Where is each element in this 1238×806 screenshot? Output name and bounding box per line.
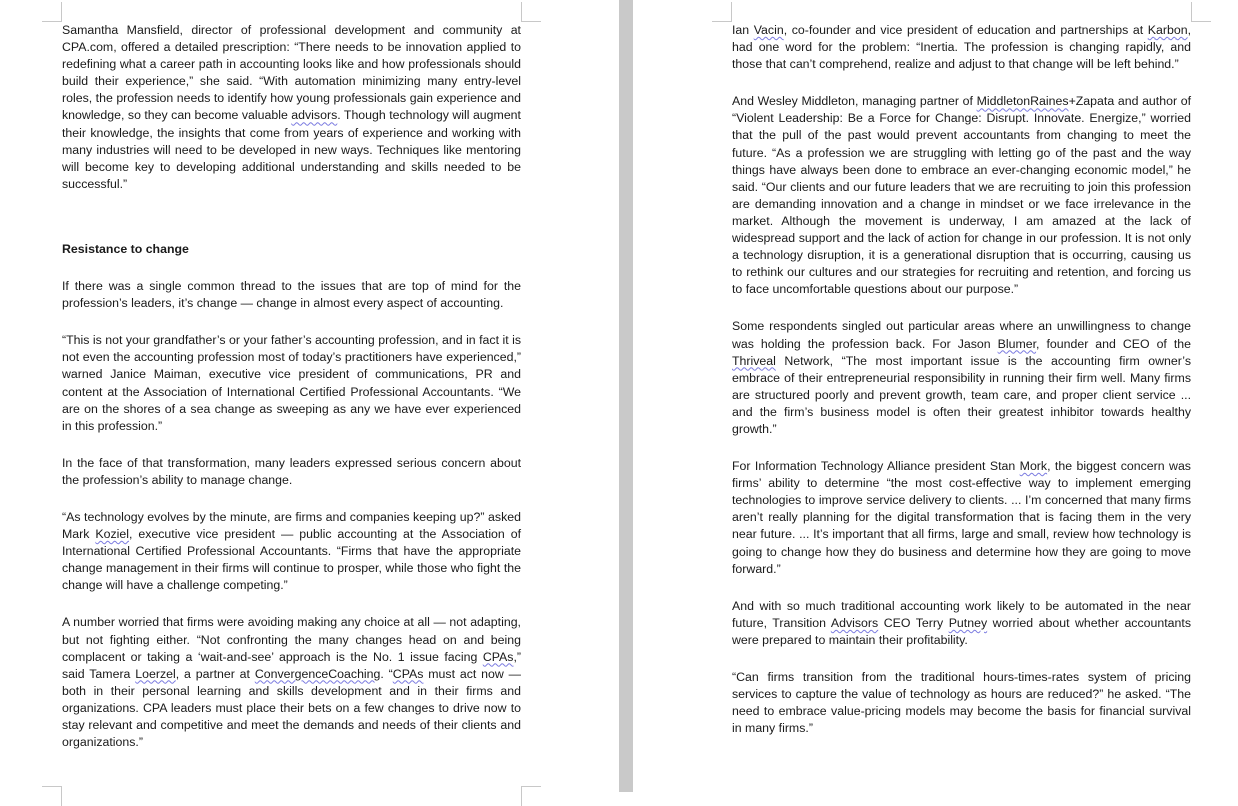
paragraph-blumer: Some respondents singled out particular areas where an unwillingness to change was holding the profession back. For Jason Blumer, founder and CEO of the Thriveal Network, “The most important issue is the accounting firm owner’s embrace of their entrepreneurial responsibility in running their firm well. Many firms are structured poorly and prevent growth, team care, and proper client service ... and the firm’s business model is often their greatest inhibitor towards healthy growth.” — [732, 319, 1191, 436]
paragraph-vacin: Ian Vacin, co-founder and vice president of education and partnerships at Karbon, had one word for the problem: “Inertia. The profession is changing rapidly, and those that can’t comprehend, realize and adjust to that change will be left behind.” — [732, 23, 1191, 72]
spell-flag-blumer: Blumer — [997, 336, 1037, 351]
spell-flag-cpas: CPAs — [482, 649, 514, 664]
document-page-left — [0, 0, 619, 792]
document-page-right — [633, 0, 1238, 792]
spell-flag-karbon: Karbon — [1147, 23, 1188, 37]
spell-flag-putney: Putney — [948, 615, 988, 630]
text-column-right — [732, 22, 1191, 757]
spell-flag-cpas-2: CPAs — [392, 666, 424, 681]
crop-mark-bottom-left — [42, 786, 62, 806]
paragraph-transformation: In the face of that transformation, many leaders expressed serious concern about the profession’s ability to manage change. — [62, 455, 521, 487]
paragraph-loerzel: A number worried that firms were avoiding making any choice at all — not adapting, but not fighting either. “Not confronting the many changes head on and being complacent or taking a ‘wait-and-see’ approach is the No. 1 issue facing CPAs,” said Tamera Loerzel, a partner at ConvergenceCoaching. “CPAs must act now — both in their personal learning and skills development and in their firms and organizations. CPA leaders must place their bets on a few changes to drive now to stay relevant and competitive and meet the demands and needs of their clients and organizations.” — [62, 615, 521, 750]
spell-flag-vacin: Vacin — [753, 23, 784, 37]
spell-flag-loerzel: Loerzel — [135, 666, 176, 681]
paragraph-mansfield: Samantha Mansfield, director of professional development and community at CPA.com, offered a detailed prescription: “There needs to be innovation applied to redefining what a career path in accounting looks like and how professionals should build their experience,” she said. “With automation minimizing many entry-level roles, the profession needs to identify how young professionals gain experience and knowledge, so they can become valuable advisors. Though technology will augment their knowledge, the insights that come from years of experience and working with many industries will need to be developed in new ways. Techniques like mentoring will become key to developing additional understanding and skills needed to be successful.” — [62, 23, 521, 191]
spell-flag-mork: Mork — [1019, 459, 1048, 474]
crop-mark-top-left — [712, 2, 732, 22]
text-column-left — [62, 22, 521, 771]
paragraph-maiman: “This is not your grandfather’s or your father’s accounting profession, and in fact it is not even the accounting profession most of today’s practitioners have experienced,” warned Janice Maiman, executive vice president of communications, PR and content at the Association of International Certified Professional Accountants. “We are on the shores of a sea change as sweeping as any we have ever experienced in this profession.” — [62, 333, 521, 433]
paragraph-koziel: “As technology evolves by the minute, are firms and companies keeping up?” asked Mark Koziel, executive vice president — public accounting at the Association of International Certified Professional Accountants. “Firms that have the appropriate change management in their firms will continue to prosper, while those who fight the change will have a challenge competing.” — [62, 509, 522, 593]
page-gutter — [619, 0, 633, 792]
crop-mark-bottom-right — [521, 786, 541, 806]
paragraph-value-pricing: “Can firms transition from the traditional hours-times-rates system of pricing services to capture the value of technology as hours are reduced?” he asked. “The need to embrace value-pricing models may become the basis for financial survival in many firms.” — [732, 670, 1191, 736]
crop-mark-top-right — [1191, 2, 1211, 22]
crop-mark-top-right — [521, 2, 541, 22]
crop-mark-top-left — [42, 2, 62, 22]
spell-flag-advisors-2: Advisors — [830, 615, 879, 630]
spell-flag-thriveal: Thriveal — [732, 353, 776, 368]
spell-flag-advisors: advisors — [291, 108, 338, 123]
section-heading: Resistance to change — [62, 241, 189, 256]
paragraph-mork: For Information Technology Alliance president Stan Mork, the biggest concern was firms’ ability to determine “the most cost-effective way to implement emerging technologies to improve service delivery to clients. ... I’m concerned that many firms aren’t really planning for the digital transformation that is facing them in the very near future. ... It’s important that all firms, large and small, review how technology is going to change how they do business and determine how they are going to move forward.” — [732, 459, 1191, 576]
paragraph-middleton: And Wesley Middleton, managing partner of MiddletonRaines+Zapata and author of “Violent Leadership: Be a Force for Change: Disrupt. Innovate. Energize,” worried that the pull of the past would prevent accountants from changing to meet the future. “As a profession we are struggling with letting go of the past and the way things have always been done to embrace an ever-changing economic model,” he said. “Our clients and our future leaders that we are recruiting to join this profession are demanding innovation and a change in mindset or we face irrelevance in the market. Although the movement is underway, I am amazed at the lack of widespread support and the lack of action for change in our profession. It is not only a technology disruption, it is a generational disruption that is occurring, causing us to rethink our cultures and our strategies for recruiting and retention, and forcing us to face uncomfortable questions about our purpose.” — [732, 94, 1191, 297]
paragraph-common-thread: If there was a single common thread to the issues that are top of mind for the profession’s leaders, it’s change — change in almost every aspect of accounting. — [62, 279, 521, 311]
spell-flag-middletonraines: MiddletonRaines — [976, 94, 1069, 109]
spell-flag-koziel: Koziel — [95, 527, 129, 542]
paragraph-putney: And with so much traditional accounting work likely to be automated in the near future, Transition Advisors CEO Terry Putney worried about whether accountants were prepared to maintain their profitability. — [732, 598, 1192, 647]
spell-flag-convergencecoaching: ConvergenceCoaching — [254, 666, 381, 681]
